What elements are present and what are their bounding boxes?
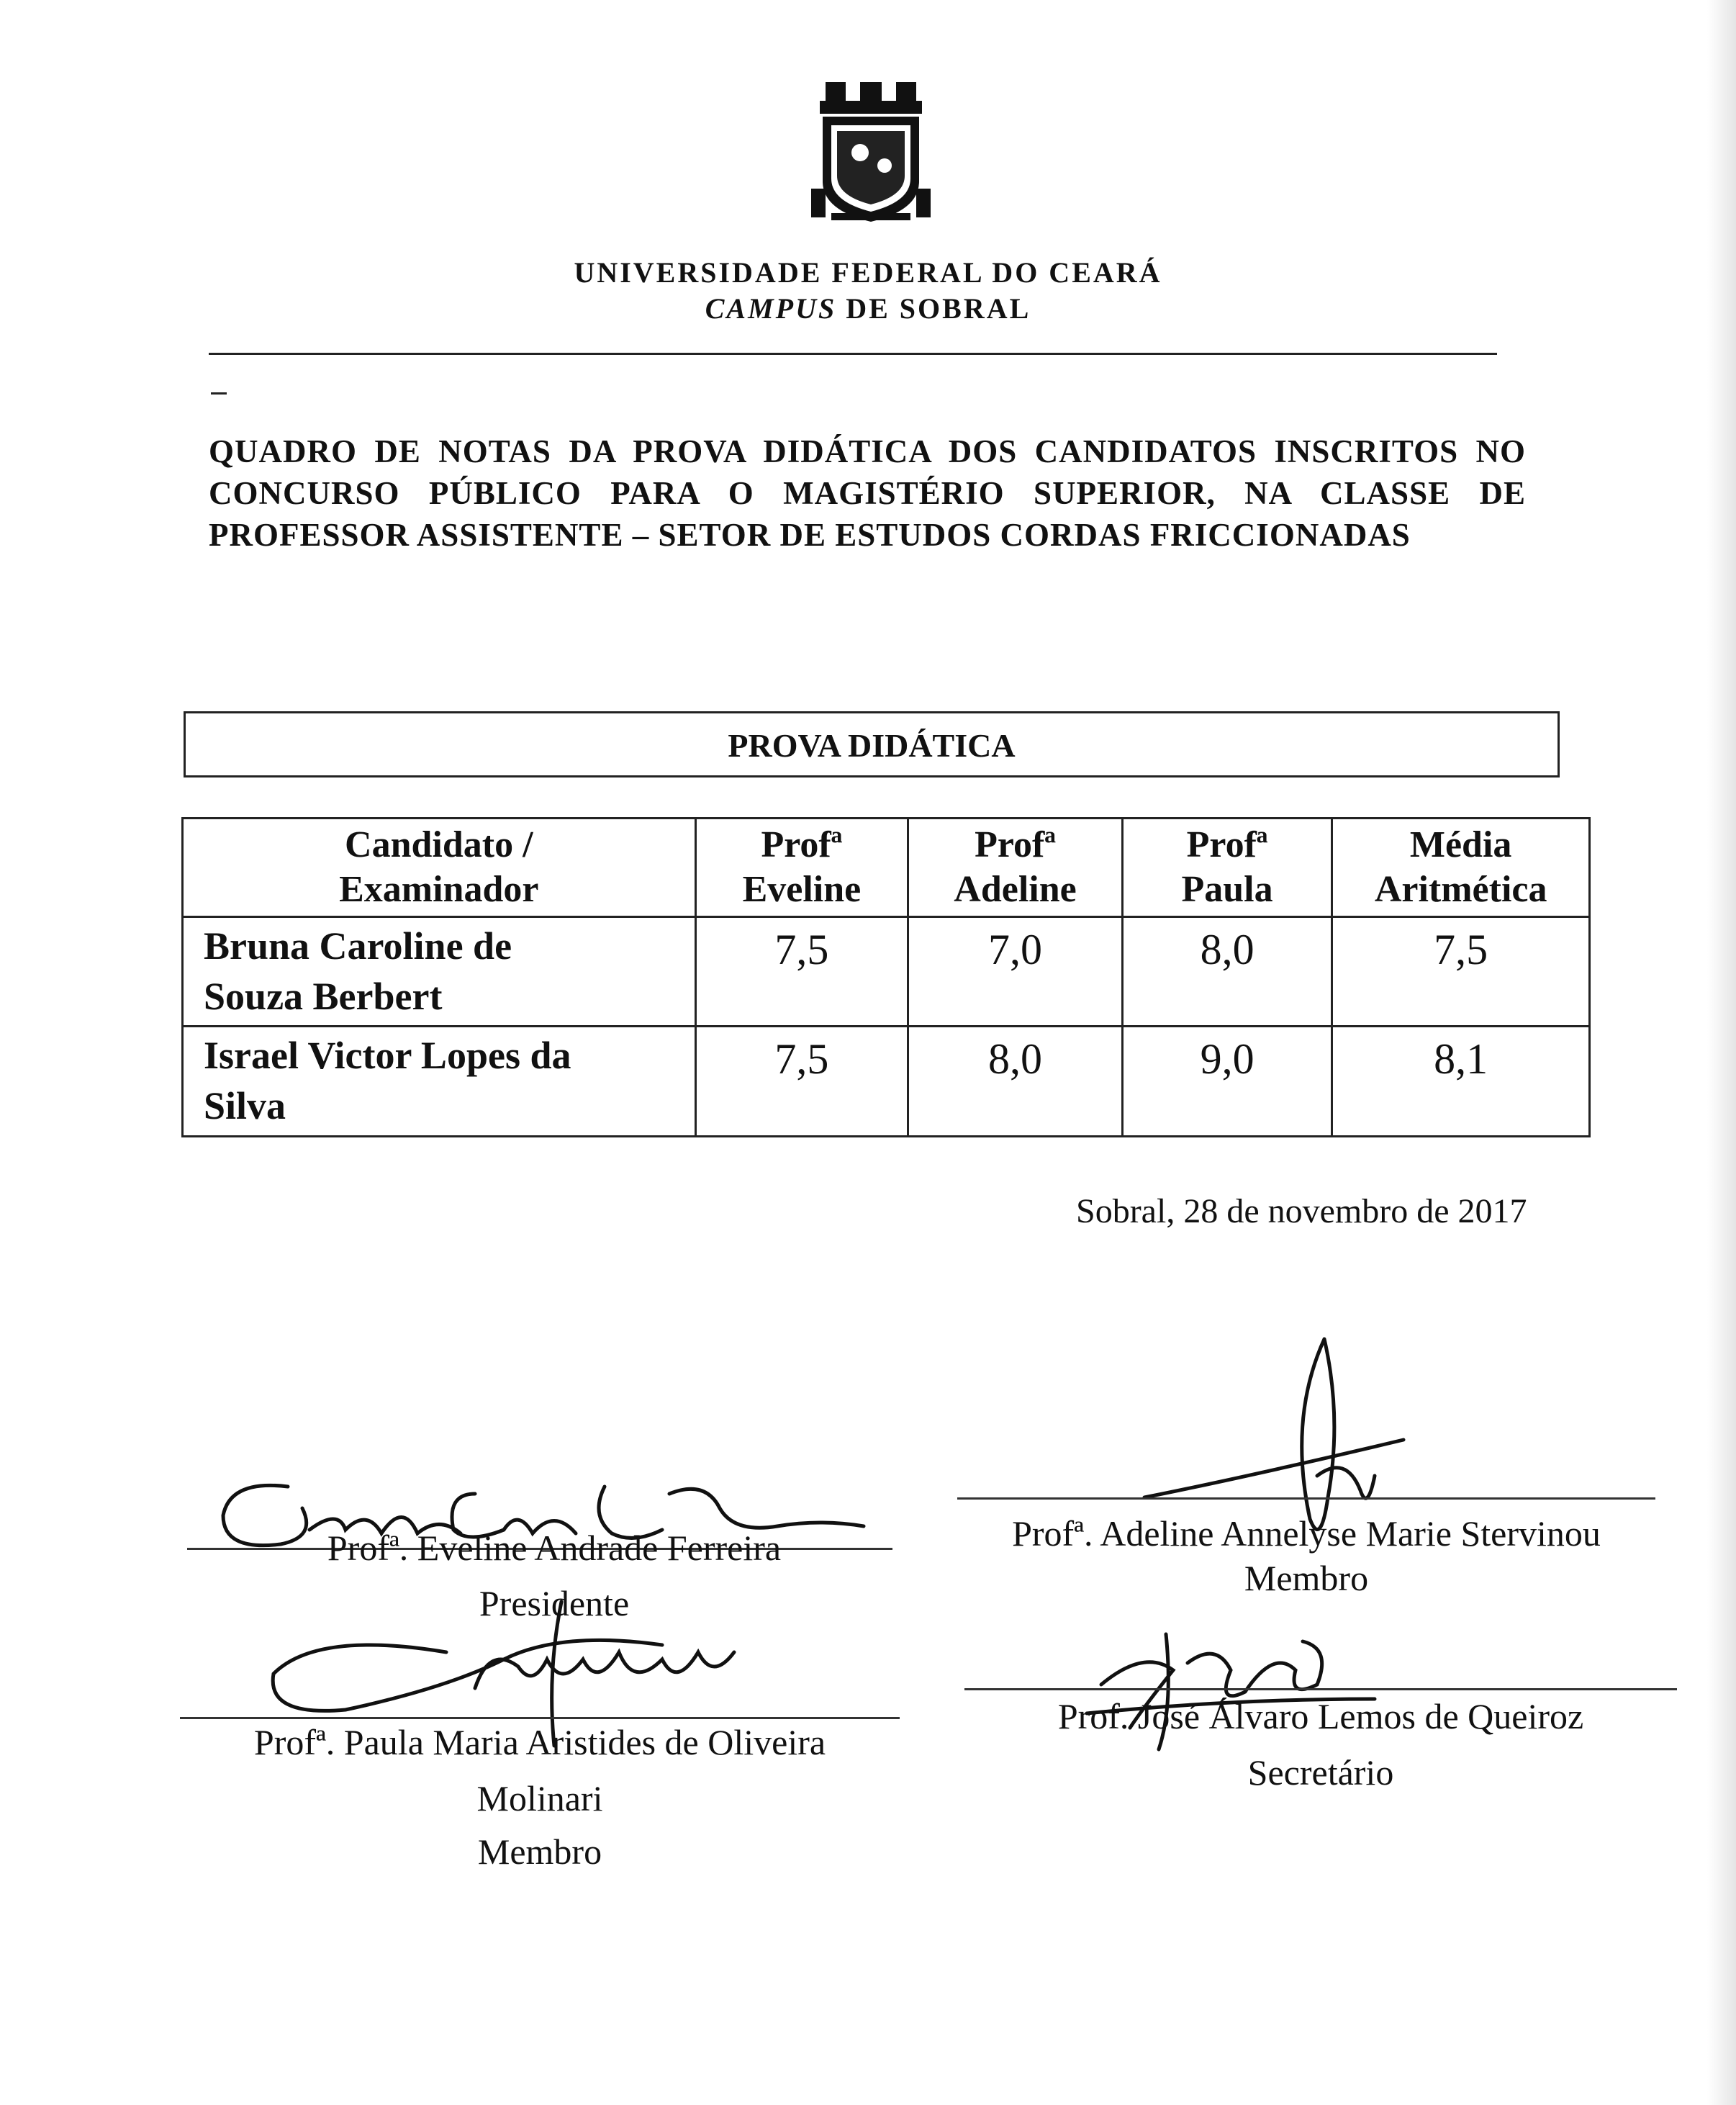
campus-word: CAMPUS <box>705 292 837 325</box>
signature-line-adeline <box>957 1497 1655 1500</box>
document-heading: QUADRO DE NOTAS DA PROVA DIDÁTICA DOS CANDIDATOS INSCRITOS NO CONCURSO PÚBLICO PARA O MAGISTÉRIO SUPERIOR, NA CLASSE DE PROFESSOR ASSISTENTE – SETOR DE ESTUDOS CORDAS FRICCIONADAS <box>209 433 1526 553</box>
grade-cell: 7,0 <box>908 916 1123 1027</box>
signer-role-jose: Secretário <box>1247 1752 1394 1793</box>
average-cell: 7,5 <box>1332 916 1590 1027</box>
header-average: Média Aritmética <box>1332 819 1590 917</box>
signer-name-paula-cont: Molinari <box>476 1778 603 1818</box>
signer-role-adeline: Membro <box>1244 1558 1369 1598</box>
signer-role-eveline: Presidente <box>479 1583 630 1623</box>
header-rule <box>209 353 1497 355</box>
table-row <box>183 916 1590 1027</box>
signer-name-jose: Prof. José Álvaro Lemos de Queiroz <box>1057 1696 1584 1736</box>
header-paula: Profª Paula <box>1122 819 1332 917</box>
date-line: Sobral, 28 de novembro de 2017 <box>1076 1192 1527 1230</box>
signer-role-paula: Membro <box>477 1831 602 1872</box>
candidate-name: Bruna Caroline de Souza Berbert <box>183 916 696 1027</box>
grade-cell: 9,0 <box>1122 1027 1332 1137</box>
table-row <box>183 1027 1590 1137</box>
signature-line-jose <box>964 1688 1677 1690</box>
university-crest-icon <box>810 81 932 225</box>
campus-rest: DE SOBRAL <box>836 292 1031 325</box>
signer-name-adeline: Profª. Adeline Annelyse Marie Stervinou <box>1012 1513 1601 1554</box>
small-dash <box>211 392 227 395</box>
grade-cell: 8,0 <box>1122 916 1332 1027</box>
table-header-row <box>183 819 1590 917</box>
grade-cell: 7,5 <box>695 1027 908 1137</box>
grade-cell: 7,5 <box>695 916 908 1027</box>
table-title: PROVA DIDÁTICA <box>184 711 1560 777</box>
candidate-name: Israel Victor Lopes da Silva <box>183 1027 696 1137</box>
header-eveline: Profª Eveline <box>695 819 908 917</box>
signer-name-paula: Profª. Paula Maria Aristides de Oliveira <box>253 1722 826 1762</box>
grade-cell: 8,0 <box>908 1027 1123 1137</box>
header-candidate: Candidato / Examinador <box>183 819 696 917</box>
header-adeline: Profª Adeline <box>908 819 1123 917</box>
campus-name <box>0 292 1736 325</box>
institution-name: UNIVERSIDADE FEDERAL DO CEARÁ <box>574 256 1162 289</box>
signer-name-eveline: Profª. Eveline Andrade Ferreira <box>327 1528 782 1568</box>
grades-table <box>181 817 1591 1137</box>
average-cell: 8,1 <box>1332 1027 1590 1137</box>
